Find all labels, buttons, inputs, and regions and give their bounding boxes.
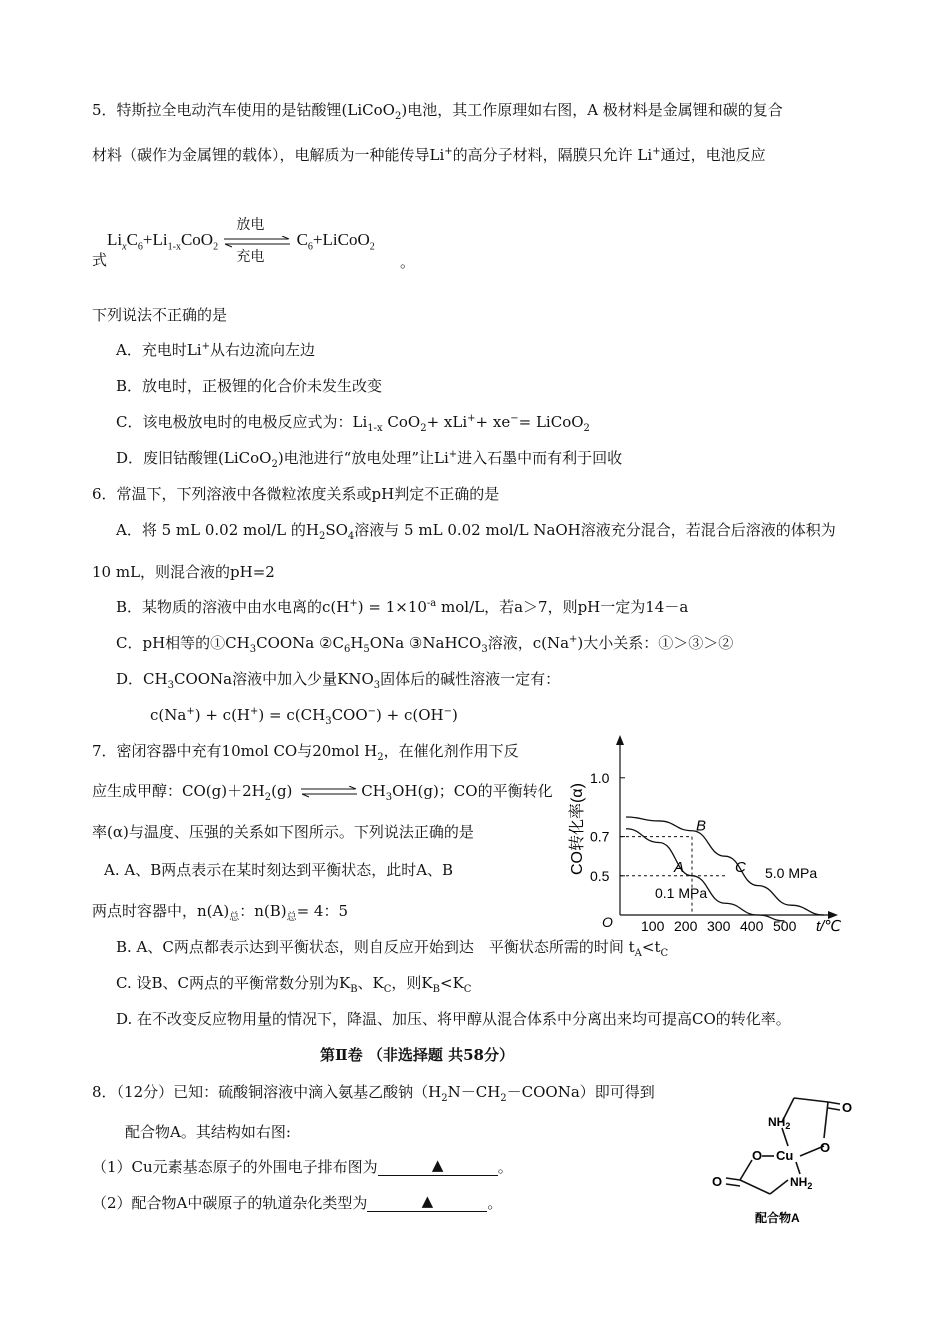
svg-text:Cu: Cu xyxy=(776,1148,794,1163)
q7-option-a-line2: 两点时容器中，$n(A)_总$：$n(B)_总= 4$：5 xyxy=(92,902,349,923)
x-tick-label: 500 xyxy=(773,918,797,934)
series-label: 0.1 MPa xyxy=(655,885,708,901)
x-tick-label: 200 xyxy=(674,918,698,934)
y-axis-arrow-icon xyxy=(616,735,624,745)
q7-option-a-line1: A. A、B两点表示在某时刻达到平衡状态，此时A、B xyxy=(104,861,454,879)
svg-text:O: O xyxy=(842,1100,853,1115)
x-tick-label: 100 xyxy=(641,918,665,934)
x-tick-label: 400 xyxy=(740,918,764,934)
q5-option-d: D．废旧钴酸锂(LiCoO$_2$)电池进行“放电处理”让Li+进入石墨中而有利于回收 xyxy=(116,449,623,470)
svg-text:O: O xyxy=(752,1148,763,1163)
q5-option-a: A．充电时Li+从右边流向左边 xyxy=(116,341,315,359)
q6-option-d: D．$CH_3COONa$溶液中加入少量$KNO_3$固体后的碱性溶液一定有： xyxy=(116,670,561,691)
section-title: 第Ⅱ卷 （非选择题 共58分） xyxy=(320,1046,514,1064)
q6-option-c: C．pH相等的$①CH_3COONa$ $②C_6H_5ONa$ ③NaHCO$_3$溶液，c(Na+)大小关系：①＞③＞② xyxy=(116,634,734,655)
struct-label: 配合物A xyxy=(755,1211,800,1225)
svg-text:O: O xyxy=(820,1140,831,1155)
q5-option-c: C．该电极放电时的电极反应式为：$Li_{1-x}$ CoO$_2$+ xLi++ xe−= LiCoO$_2$ xyxy=(116,413,590,434)
point-label-c: C xyxy=(735,858,746,876)
q6-option-d-equation: $c(Na^+) + c(H^+) = c(CH_3COO^-) + c(OH^-)$ xyxy=(150,706,458,727)
q6-option-a-line2: 10 mL，则混合液的pH=2 xyxy=(92,563,275,581)
y-tick-label: 0.5 xyxy=(590,867,610,884)
q7-option-d: D. 在不改变反应物用量的情况下，降温、加压、将甲醇从混合体系中分离出来均可提高CO的转化率。 xyxy=(116,1010,791,1028)
q7-line1: 7．密闭容器中充有10mol CO与20mol $H_2$，在催化剂作用下反 xyxy=(92,742,519,763)
q8-line2: 配合物A。其结构如右图: xyxy=(125,1123,291,1141)
q6-option-b: B．某物质的溶液中由水电离的$c(H^+) = 1\times 10^{-a}$ mol/L，若a＞7，则pH一定为14－a xyxy=(116,598,689,616)
co-conversion-chart xyxy=(560,735,850,940)
y-tick-label: 1.0 xyxy=(590,769,610,786)
point-label-b: B xyxy=(696,817,707,835)
q7-line3: 率(α)与温度、压强的关系如下图所示。下列说法正确的是 xyxy=(92,823,474,841)
q7-option-c: C. 设B、C两点的平衡常数分别为$K_B$、$K_C$，则$K_B<K_C$ xyxy=(116,974,472,995)
y-axis-label: CO转化率(α) xyxy=(569,783,586,875)
q5-stem: 下列说法不正确的是 xyxy=(92,306,228,324)
y-tick-label: 0.7 xyxy=(590,828,610,845)
complex-a-structure xyxy=(700,1090,870,1230)
answer-blank[interactable]: ▲ xyxy=(378,1155,498,1176)
chart-origin: O xyxy=(602,914,613,930)
q6-option-a-line1: A．将 5 mL 0.02 mol/L 的$H_2SO_4$溶液与 5 mL 0.02 mol/L NaOH溶液充分混合，若混合后溶液的体积为 xyxy=(116,521,836,542)
q5-eq-prefix: 式 xyxy=(92,251,108,269)
svg-text:O: O xyxy=(712,1174,723,1189)
x-axis-label: t/℃ xyxy=(816,918,842,935)
q7-option-b: B. A、C两点都表示达到平衡状态，则自反应开始到达 平衡状态所需的时间 $t_A<t_C$ xyxy=(116,938,669,959)
answer-blank[interactable]: ▲ xyxy=(367,1191,487,1212)
svg-text:NH2: $NH_2$ xyxy=(790,1175,813,1191)
q5-eq-period: 。 xyxy=(400,253,416,271)
q5-option-b: B．放电时，正极锂的化合价未发生改变 xyxy=(116,377,383,395)
x-tick-label: 300 xyxy=(707,918,731,934)
reversible-arrow: 放电 充电 xyxy=(222,226,292,256)
series-label: 5.0 MPa xyxy=(765,865,818,881)
q5-line2: 材料（碳作为金属锂的载体），电解质为一种能传导Li+的高分子材料，隔膜只允许 Li+通过，电池反应 xyxy=(92,146,766,164)
battery-equation: $Li_xC_6+Li_{1-x}CoO_2$ 放电 充电 $C_6+LiCoO_2$ xyxy=(107,217,375,265)
q8-sub1: （1）Cu元素基态原子的外围电子排布图为 ▲ 。 xyxy=(92,1156,513,1176)
point-label-a: A xyxy=(674,858,685,876)
svg-text:NH2: $NH_2$ xyxy=(768,1115,791,1131)
q6-stem: 6．常温下，下列溶液中各微粒浓度关系或pH判定不正确的是 xyxy=(92,485,500,503)
equilibrium-arrows-icon xyxy=(299,786,359,798)
q8-line1: 8．（12分）已知：硫酸铜溶液中滴入氨基乙酸钠$(H_2N-CH_2-COONa)$即可得到 xyxy=(92,1083,655,1104)
series-line-low-pressure xyxy=(626,829,784,921)
q5-line1: 5．特斯拉全电动汽车使用的是钴酸锂(LiCoO$_2$)电池，其工作原理如右图，A 极材料是金属锂和碳的复合 xyxy=(92,101,783,122)
q8-sub2: （2）配合物A中碳原子的轨道杂化类型为 ▲ 。 xyxy=(92,1192,503,1212)
q7-line2: 应生成甲醇：$CO(g)+2H_2(g)$ $CH_3OH(g)$；CO的平衡转化 xyxy=(92,782,553,803)
